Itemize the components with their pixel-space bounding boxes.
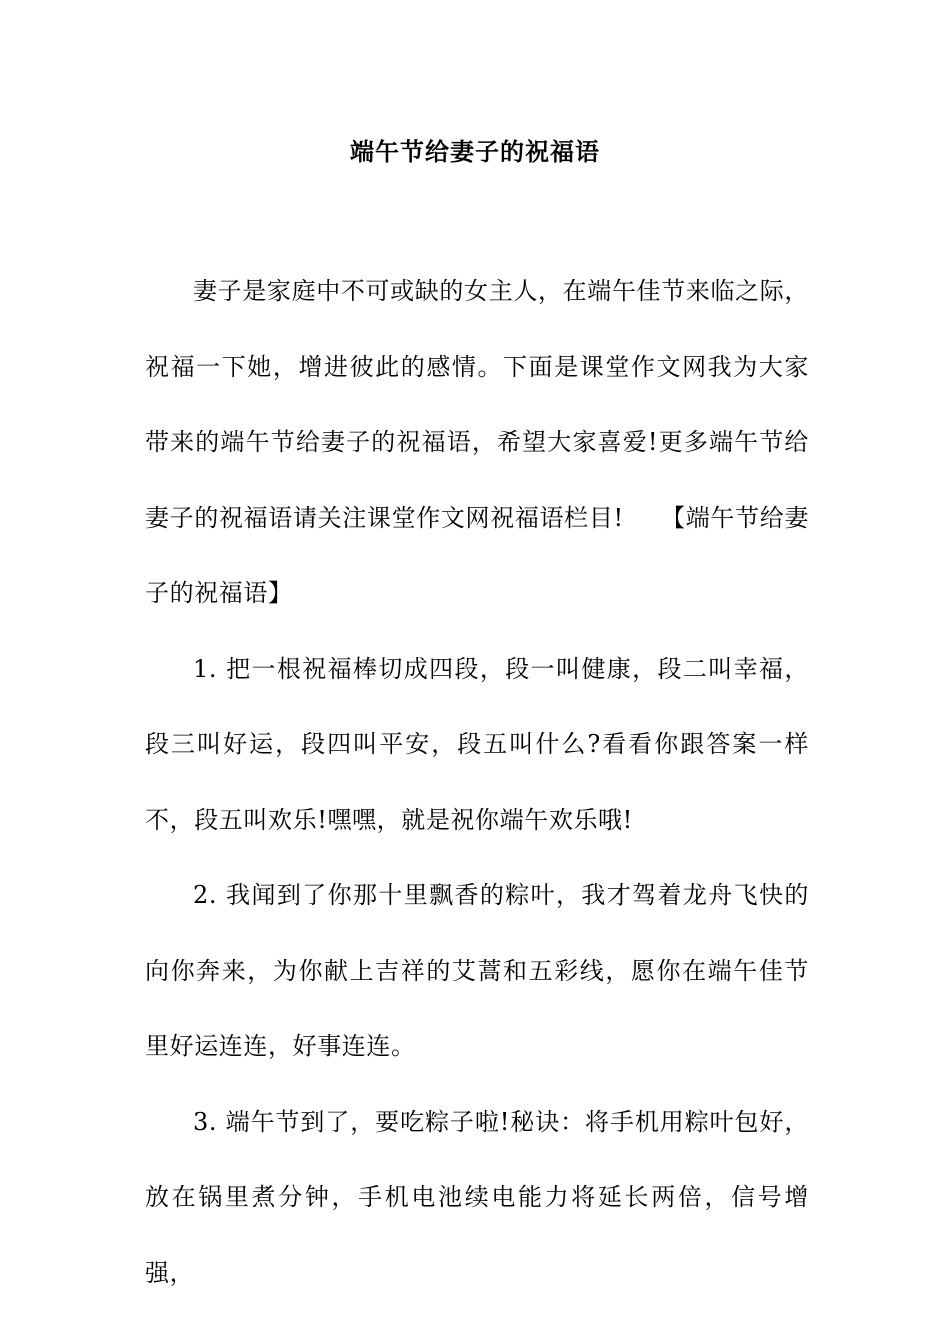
- blessing-item-3: 3. 端午节到了，要吃粽子啦!秘诀：将手机用粽叶包好，放在锅里煮分钟，手机电池续电能力将延长两倍，信号增强，: [145, 1107, 809, 1287]
- document-title: 端午节给妻子的祝福语: [350, 137, 600, 166]
- blessing-item-2: 2. 我闻到了你那十里飘香的粽叶，我才驾着龙舟飞快的向你奔来，为你献上吉祥的艾蒿和五彩线，愿你在端午佳节里好运连连，好事连连。: [145, 881, 809, 1060]
- blessing-item-1: 1. 把一根祝福棒切成四段，段一叫健康，段二叫幸福，段三叫好运，段四叫平安，段五叫什么?看看你跟答案一样不，段五叫欢乐!嘿嘿，就是祝你端午欢乐哦!: [145, 654, 809, 834]
- document-body: [145, 254, 809, 1311]
- intro-paragraph: 妻子是家庭中不可或缺的女主人，在端午佳节来临之际，祝福一下她，增进彼此的感情。下面是课堂作文网我为大家带来的端午节给妻子的祝福语，希望大家喜爱!更多端午节给妻子的祝福语请关注课堂作文网祝福语栏目! 【端午节给妻子的祝福语】: [145, 277, 809, 607]
